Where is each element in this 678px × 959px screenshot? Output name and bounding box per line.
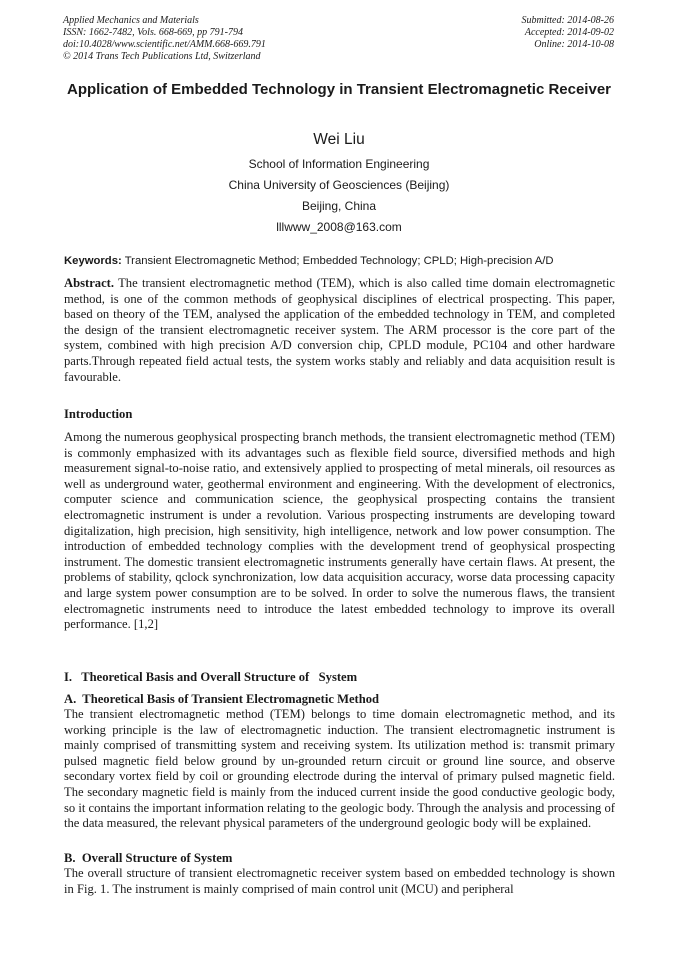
date-submitted: Submitted: 2014-08-26 [521,15,614,26]
affiliation-university: China University of Geosciences (Beijing) [228,178,450,192]
journal-name: Applied Mechanics and Materials [63,15,199,26]
introduction-heading: Introduction [64,407,133,421]
subsection-b-text: The overall structure of transient electromagnetic receiver system based on embedded technology is shown in Fig. 1. The instrument is mainly comprised of main control unit (MCU) and peripheral [64,866,615,896]
publication-dates [522,15,615,51]
abstract-label: Abstract. [64,276,115,290]
affiliation-location: Beijing, China [301,199,377,213]
affiliation-school: School of Information Engineering [248,157,430,171]
journal-info [63,15,266,63]
keywords [64,254,616,268]
section-1-heading: I. Theoretical Basis and Overall Structure of System [64,670,358,684]
keywords-text: Transient Electromagnetic Method; Embedded Technology; CPLD; High-precision A/D [124,255,554,267]
subsection-a-text: The transient electromagnetic method (TEM) belongs to time domain electromagnetic method, and its working principle is the law of electromagnetic induction. The transient electromagnetic instrument is mainly comprised of transmitting system and receiving system. Its utilization method is: transmit primary pulsed magnetic field below ground by un-grounded return circuit or ground line source, and observe secondary vortex field by coil or grounding electrode during the interval of primary pulsed magnetic field. The secondary magnetic field is mainly from the induced current inside the good conductive geologic body, so it contains the important information relating to the geologic body. Through the analysis and processing of the data measured, the relevant physical parameters of the underground geologic body will be explained. [64,707,615,831]
abstract-text: The transient electromagnetic method (TEM), which is also called time domain electromagnetic method, is one of the common methods of geophysical disciplines of electrical prospecting. This paper, based on theory of the TEM, analysed the application of the embedded technology in TEM, and completed the design of the transient electromagnetic receiver system. The ARM processor is the core part of the system, combined with high precision A/D conversion chip, CPLD module, PC104 and other hardware parts.Through repeated field actual tests, the system works stably and reliably and data acquisition result is favourable. [64,276,615,384]
journal-doi: doi:10.4028/www.scientific.net/AMM.668-669.791 [63,39,266,50]
author-name: Wei Liu [313,131,365,148]
abstract [64,276,615,385]
journal-copyright: © 2014 Trans Tech Publications Ltd, Switzerland [63,51,261,62]
date-accepted: Accepted: 2014-09-02 [524,27,614,38]
author-email: lllwww_2008@163.com [276,220,402,234]
subsection-a-heading: A. Theoretical Basis of Transient Electromagnetic Method [64,692,380,706]
journal-issn: ISSN: 1662-7482, Vols. 668-669, pp 791-794 [63,27,243,38]
paper-title: Application of Embedded Technology in Transient Electromagnetic Receiver [67,81,611,98]
date-online: Online: 2014-10-08 [534,39,614,50]
subsection-b-heading: B. Overall Structure of System [64,851,233,865]
keywords-label: Keywords: [64,255,122,267]
introduction-text: Among the numerous geophysical prospecting branch methods, the transient electromagnetic method (TEM) is commonly emphasized with its advantages such as flexible field source, diversified methods and high measurement signal-to-noise ratio, and extensively applied to prospecting of metal minerals, oil resources as well as underground water, geothermal environment and engineering. With the development of electronics, computer science and communication science, the geophysical prospecting contains the transient electromagnetic instrument is under a revolution. Various prospecting instruments are developing toward digitalization, high precision, high sensitivity, high intelligence, network and low power consumption. The introduction of embedded technology complies with the development trend of geophysical prospecting instrument. The domestic transient electromagnetic instruments generally have certain flaws. At present, the problems of stability, qclock synchronization, low data acquisition accuracy, worse data processing capacity and large system power consumption are to be solved. In order to solve the numerous flaws, the transient electromagnetic instruments need to introduce the latest embedded technology to improve its overall performance. [1,2] [64,430,615,632]
